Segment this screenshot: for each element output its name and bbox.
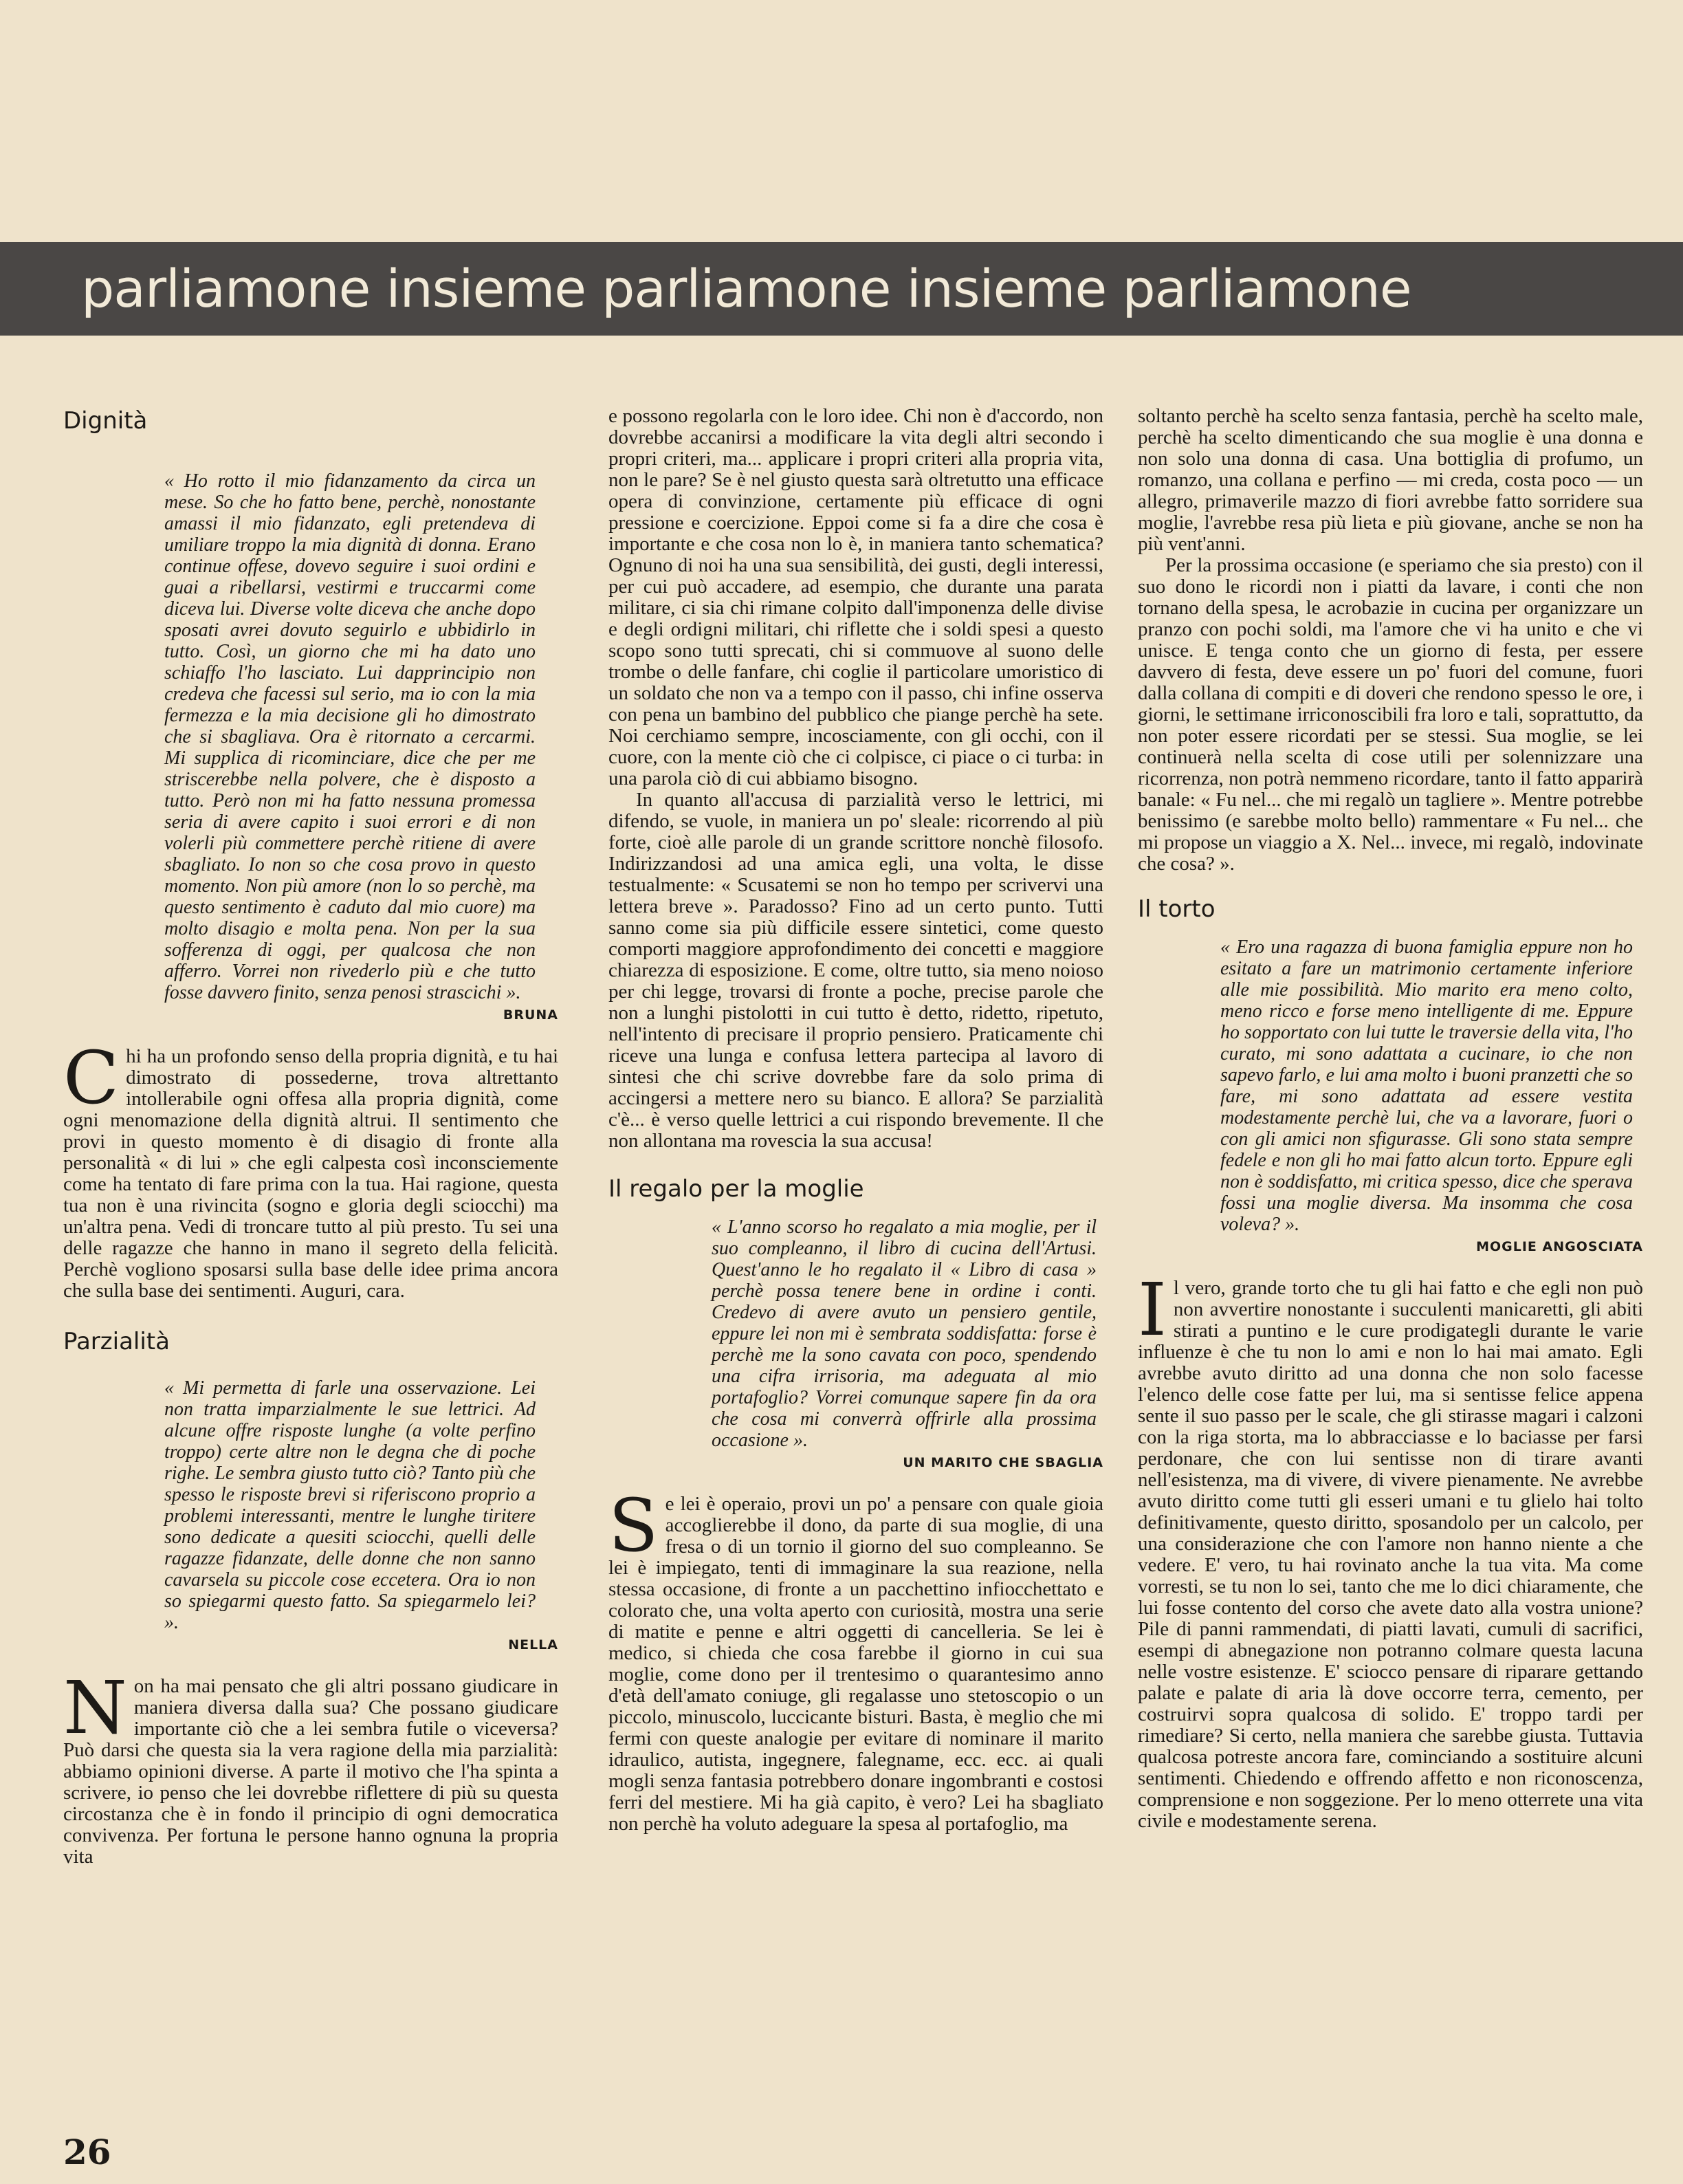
page-number: 26 [63,2132,111,2172]
banner-title: parliamone insieme parliamone insieme parliamone [81,258,1411,319]
reply-regalo-cont: soltanto perchè ha scelto senza fantasia, perchè ha scelto male, perchè ha scelto dimenticando che sua moglie è una donna e non solo una donna di casa. Una bottiglia di profumo, un romanzo, una collana e perfino — mi creda, costa poco — un allegro, primaverile mazzo di fiori avrebbe fatto sorridere sua moglie, l'avrebbe resa più lieta e più giovane, anche se non ha più vent'anni. [1138,405,1643,555]
reply-parzialita-cont: e possono regolarla con le loro idee. Chi non è d'accordo, non dovrebbe accanirsi a modificare la vita degli altri secondo i propri criteri, ma... applicare i propri criteri alla propria vita, non le pare? Se è nel giusto questa sarà oltretutto una efficace opera di convinzione, certamente più efficace di ogni pressione e coercizione. Eppoi come si fa a dire che cosa è importante e che cosa non lo è, in maniera tanto schematica? Ognuno di noi ha una sua sensibilità, dei gusti, degli interessi, per cui può accadere, ad esempio, che durante una parata militare, ci sia chi rimane colpito dall'imponenza delle divise e degli ordigni militari, chi riflette che i soldi spesi a questo scopo sono tutti sprecati, chi si commuove al suono delle trombe o delle fanfare, chi coglie il particolare umoristico di un soldato che non va a tempo con il passo, chi infine osserva con pena un bambino del pubblico che piange perchè ha sete. Noi cerchiamo sempre, incosciamente, con gli occhi, con il cuore, con la mente ciò che ci colpisce, ci piace o ci turba: in una parola ciò di cui abbiamo bisogno. [608,405,1103,789]
reply-regalo-cont-2: Per la prossima occasione (e speriamo che sia presto) con il suo dono le ricordi non i piatti da lavare, i conti che non tornano della spesa, le acrobazie in cucina per organizzare un pranzo con pochi soldi, ma l'amore che vi ha unito e che vi unisce. E tenga conto che un giorno di festa, per essere davvero di festa, deve essere un po' fuori del comune, fuori dalla collana di compiti e di doveri che rendono spesso le ore, i giorni, le settimane irriconoscibili fra loro e tali, soprattutto, da non poter essere ricordati per se stessi. Sua moglie, se lei continuerà nella scelta di cose utili per solennizzare una ricorrenza, non potrà nemmeno ricordare, tanto il fatto apparirà banale: « Fu nel... che mi regalò un tagliere ». Mentre potrebbe benissimo (e sarebbe molto bello) rammentare « Fu nel... che mi propose un viaggio a X. Nel... invece, mi regalò, indovinate che cosa? ». [1138,554,1643,875]
reply-parzialita-cont-2: In quanto all'accusa di parzialità verso le lettrici, mi difendo, se vuole, in maniera un po' sleale: ricorrendo al più forte, cioè alle parole di un grande scrittore nonchè filosofo. Indirizzandosi ad una amica egli, una volta, le disse testualmente: « Scusatemi se non ho tempo per scrivervi una lettera breve ». Paradosso? Fino ad un certo punto. Tutti sanno come sia più difficile essere sintetici, come questo comporti maggiore approfondimento dei concetti e maggiore chiarezza di esposizione. E come, oltre tutto, sia meno noioso per chi legge, trovarsi di fronte a poche, precise parole che non a lunghi pistolotti in cui tutto è detto, ridetto, ripetuto, nell'intento di precisare il proprio pensiero. Praticamente chi riceve una lunga e confusa lettera partecipa al lavoro di sintesi che chi scrive dovrebbe fare da solo prima di accingersi a mettere nero su bianco. E allora? Se parzialità c'è... è verso quelle lettrici a cui rispondo brevemente. Il che non allontana ma rovescia la sua accusa! [608,789,1103,1152]
letter-regalo: « L'anno scorso ho regalato a mia moglie, per il suo compleanno, il libro di cucina dell'Artusi. Quest'anno le ho regalato il « Libro di casa » perchè possa tenere bene in ordine i conti. Credevo di avere avuto un pensiero gentile, eppure lei non mi è sembrata soddisfatta: forse è perchè me la sono cavata con poco, spendendo una cifra irrisoria, ma adeguata al mio portafoglio? Vorrei comunque sapere fin da ora che cosa mi converrà offrirle alla prossima occasione ». [712,1216,1097,1451]
reply-torto [1138,1267,1643,1832]
reply-regalo-text: e lei è operaio, provi un po' a pensare con quale gioia accoglierebbe il dono, da parte di sua moglie, di una fresa o di un tornio il giorno del suo compleanno. Se lei è impiegato, tenti di immaginare la sua reazione, nella stessa occasione, di fronte a un pacchettino infiocchettato e colorato che, una volta aperto con curiosità, mostra una serie di matite e penne e altri oggetti di cancelleria. Se lei è medico, si chieda che cosa farebbe il giorno in cui sua moglie, come dono per il trentesimo o quarantesimo anno d'età dell'amato coniuge, gli regalasse uno stetoscopio o un piccolo, minuscolo, luccicante bisturi. Basta, è meglio che mi fermi con queste analogie per evitare di nominare il marito idraulico, autista, ingegnere, falegname, ecc. ecc. ai quali mogli senza fantasia potrebbero donare ingombranti e costosi ferri del mestiere. Mi ha già capito, è vero? Lei ha sbagliato non perchè ha voluto adeguare la spesa al portafoglio, ma [608,1493,1103,1835]
reply-torto-text: l vero, grande torto che tu gli hai fatto e che egli non può non avvertire nonostante i succulenti manicaretti, gli abiti stirati a puntino e le cure prodigategli durante le varie influenze è che tu non lo ami e non lo hai mai amato. Egli avrebbe avuto diritto ad una donna che non solo facesse l'elenco delle cose fatte per lui, ma si sentisse felice appena sente il suo passo per le scale, che gli stirasse magari i calzoni con la riga storta, ma lo abbracciasse e lo baciasse per farsi perdonare, che con lui sentisse non di tirare avanti nell'esistenza, ma di vivere, di vivere pienamente. Ne avrebbe avuto diritto come tutti gli esseri umani e tu glielo hai tolto definitivamente, questo diritto, sposandolo per un calcolo, per una considerazione che con l'amore non hanno niente a che vedere. E' vero, tu hai rovinato anche la tua vita. Ma come vorresti, se tu non lo sei, tanto che me lo dici chiaramente, che lui fosse contento del corso che avete dato alla vostra unione? Pile di panni rammendati, di piatti lavati, cumuli di sacrifici, esempi di abnegazione non potranno colmare questa lacuna nelle vostre esistenze. E' sciocco pensare di riparare gettando palate e palate di aria là dove occorre terra, cemento, per costruirvi sopra qualcosa di solido. E' troppo tardi per rimediare? Si certo, nella maniera che sarebbe giusta. Tuttavia qualcosa potreste ancora fare, cominciando a sostituire alcuni sentimenti. Chiedendo e offrendo affetto e non riconoscenza, comprensione e non soggezione. Per lo meno otterrete una vita civile e modestamente serena. [1138,1277,1643,1832]
section-banner [0,242,1683,336]
reply-parzialita-text: on ha mai pensato che gli altri possano giudicare in maniera diversa dalla sua? Che possano giudicare importante ciò che a lei sembra futile o viceversa? Può darsi che questa sia la vera ragione della mia parzialità: abbiamo opinioni diverse. A parte il motivo che l'ha spinta a scrivere, io penso che lei dovrebbe riflettere di più su questa circostanza che è in fondo il principio di ogni democratica convivenza. Per fortuna le persone hanno ognuna la propria vita [63,1675,558,1868]
signature-moglie: MOGLIE ANGOSCIATA [1476,1239,1643,1254]
drop-cap: C [63,1036,120,1120]
letter-dignita: « Ho rotto il mio fidanzamento da circa un mese. So che ho fatto bene, perchè, nonostante amassi il mio fidanzato, egli pretendeva di umiliare troppo la mia dignità di donna. Erano continue offese, dovevo seguire i suoi ordini e guai a ribellarsi, vestirmi e truccarmi come diceva lui. Diverse volte diceva che anche dopo sposati avrei dovuto seguirlo e ubbidirlo in tutto. Così, un giorno che mi ha dato uno schiaffo l'ho lasciato. Lui dapprincipio non credeva che facessi sul serio, ma io con la mia fermezza e la mia decisione gli ho dimostrato che si sbagliava. Ora è ritornato a cercarmi. Mi supplica di ricominciare, dice che per me striscerebbe nella polvere, che è disposto a tutto. Però non mi ha fatto nessuna promessa seria di avere capito i suoi errori e di non volerli più commettere perchè ritiene di avere sbagliato. Io non so che cosa provo in questo momento. Non più amore (non lo so perchè, ma questo sentimento è caduto dal mio cuore) ma molto disagio e molta pena. Non per la sua sofferenza di oggi, per qualcosa che non afferro. Vorrei non rivederlo più e che tutto fosse davvero finito, senza penosi strascichi ». [164,470,536,1003]
heading-dignita: Dignità [63,407,148,435]
column-2 [608,406,1103,1835]
letter-torto: « Ero una ragazza di buona famiglia eppure non ho esitato a fare un matrimonio certamente inferiore alle mie possibilità. Mio marito era meno colto, meno ricco e forse meno intelligente di me. Eppure ho sopportato con lui tutte le traversie della vita, l'ho curato, mi sono adattata a cucinare, io che non sapevo farlo, e lui ama molto i buoni pranzetti che so fare, mi sono adattata ad essere vestita modestamente perchè lui, che va a lavorare, fuori o con gli amici non sfigurasse. Gli sono stata sempre fedele e non gli ho mai fatto alcun torto. Eppure egli non è soddisfatto, mi critica spesso, dice che sperava fossi una moglie diversa. Ma insomma che cosa voleva? ». [1220,937,1633,1235]
signature-bruna: BRUNA [503,1007,558,1023]
reply-dignita-text: hi ha un profondo senso della propria dignità, e tu hai dimostrato di possederne, trova altrettanto intollerabile ogni offesa alla propria dignità, come ogni menomazione della dignità altrui. Il sentimento che provi in questo momento è di disagio di fronte alla personalità « di lui » che egli calpesta così inconsciemente come ha tentato di fare prima con la tua. Hai ragione, questa tua non è una rivincita (sogno e gloria degli sciocchi) ma un'altra pena. Vedi di troncare tutto al più presto. Tu sei una delle ragazze che hanno in mano il segreto della felicità. Perchè vogliono sposarsi sulla base delle idee prima ancora che sulla base dei sentimenti. Auguri, cara. [63,1045,558,1302]
drop-cap: I [1138,1267,1167,1352]
drop-cap: N [63,1666,127,1750]
drop-cap: S [608,1483,659,1568]
reply-dignita [63,1036,558,1302]
heading-regalo: Il regalo per la moglie [608,1175,864,1203]
signature-marito: UN MARITO CHE SBAGLIA [903,1455,1103,1470]
letter-parzialita: « Mi permetta di farle una osservazione. Lei non tratta imparzialmente le sue lettrici. Ad alcune offre risposte lunghe (a volte perfino troppo) certe altre non le degna che di poche righe. Le sembra giusto tutto ciò? Tanto più che spesso le risposte brevi si riferiscono proprio a problemi interessanti, mentre le lunghe tiritere sono dedicate a quesiti sciocchi, quelli delle ragazze fidanzate, delle donne che non sanno cavarsela su piccole cose eccetera. Ora io non so spiegarmi questo fatto. Sa spiegarmelo lei? ». [164,1377,536,1633]
reply-regalo [608,1483,1103,1835]
signature-nella: NELLA [508,1637,558,1652]
reply-parzialita [63,1666,558,1868]
column-3 [1138,406,1643,1832]
heading-torto: Il torto [1138,895,1216,923]
heading-parzialita: Parzialità [63,1328,170,1355]
column-1 [63,406,558,1868]
